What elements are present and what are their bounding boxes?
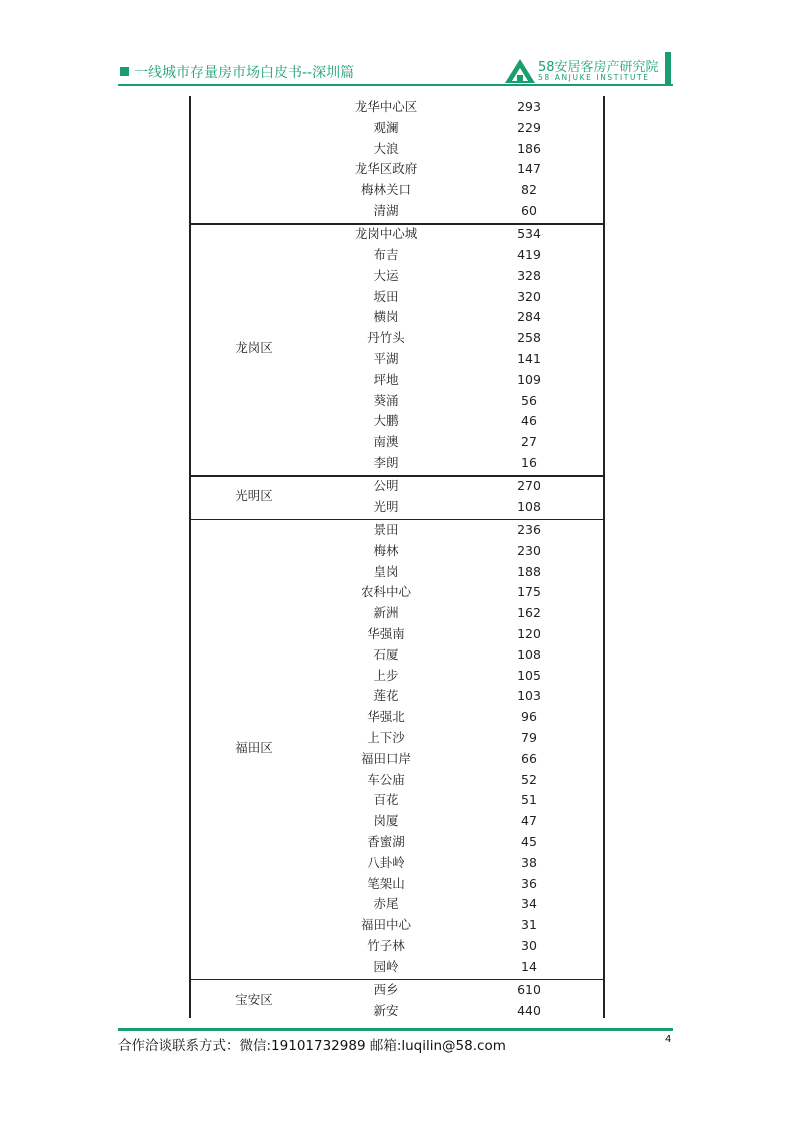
subdistrict-name: 上步 <box>373 667 399 683</box>
subdistrict-name: 岗厦 <box>373 813 399 829</box>
subdistrict-name: 清湖 <box>373 203 399 218</box>
listing-count: 188 <box>517 563 541 579</box>
subdistrict-name: 坪地 <box>373 371 399 387</box>
listing-count: 45 <box>521 833 537 849</box>
subdistrict-name: 西乡 <box>373 981 399 997</box>
subdistrict-name: 上下沙 <box>367 729 405 745</box>
page-number: 4 <box>665 1034 672 1045</box>
subdistrict-name: 华强南 <box>367 625 405 641</box>
district-name: 龙岗区 <box>235 340 273 356</box>
subdistrict-name: 竹子林 <box>367 937 405 953</box>
subdistrict-name: 石厦 <box>373 646 399 662</box>
listing-count: 96 <box>521 709 537 725</box>
subdistrict-name: 皇岗 <box>373 563 399 579</box>
listing-count: 103 <box>517 688 541 704</box>
listing-count: 79 <box>521 729 537 745</box>
subdistrict-name: 南澳 <box>373 434 399 450</box>
listing-count: 38 <box>521 854 537 870</box>
subdistrict-name: 平湖 <box>373 350 399 366</box>
subdistrict-name: 香蜜湖 <box>367 833 405 849</box>
listing-count: 186 <box>517 140 541 156</box>
listing-count: 440 <box>517 1002 541 1018</box>
listing-count: 56 <box>521 392 537 408</box>
listing-count: 14 <box>521 958 537 974</box>
subdistrict-name: 新安 <box>373 1002 399 1018</box>
district-data-table <box>189 96 605 1018</box>
listing-count: 610 <box>517 981 541 997</box>
subdistrict-name: 龙华区政府 <box>354 161 418 177</box>
listing-count: 284 <box>517 309 541 325</box>
subdistrict-name: 莲花 <box>373 688 399 704</box>
listing-count: 270 <box>517 478 541 493</box>
listing-count: 328 <box>517 267 541 283</box>
anjuke-logo-icon <box>504 58 536 84</box>
subdistrict-name: 坂田 <box>373 288 399 304</box>
subdistrict-name: 梅林关口 <box>360 182 411 198</box>
table-left-border <box>189 96 191 1018</box>
subdistrict-name: 福田中心 <box>360 917 411 933</box>
listing-count: 236 <box>517 521 541 537</box>
listing-count: 162 <box>517 605 541 621</box>
district-name: 宝安区 <box>235 992 273 1008</box>
subdistrict-name: 龙岗中心城 <box>354 226 418 242</box>
district-name: 光明区 <box>235 488 273 504</box>
subdistrict-name: 大鹏 <box>373 413 399 429</box>
subdistrict-name: 横岗 <box>373 309 399 325</box>
listing-count: 108 <box>517 646 541 662</box>
header-square-icon <box>120 67 129 76</box>
listing-count: 46 <box>521 413 537 429</box>
listing-count: 51 <box>521 792 537 808</box>
document-title: 一线城市存量房市场白皮书--深圳篇 <box>134 65 355 81</box>
listing-count: 36 <box>521 875 537 891</box>
subdistrict-name: 丹竹头 <box>367 330 405 346</box>
logo-text-cn: 58安居客房产研究院 <box>538 60 659 75</box>
subdistrict-name: 葵涌 <box>373 392 399 408</box>
listing-count: 120 <box>517 625 541 641</box>
footer-divider <box>118 1028 673 1031</box>
listing-count: 30 <box>521 937 537 953</box>
listing-count: 147 <box>517 161 541 177</box>
subdistrict-name: 八卦岭 <box>367 854 405 870</box>
subdistrict-name: 李朗 <box>373 454 399 470</box>
subdistrict-name: 新洲 <box>373 605 399 621</box>
header-divider <box>118 84 673 86</box>
subdistrict-name: 大运 <box>373 267 399 283</box>
header-accent-bar <box>665 52 671 84</box>
logo-text-en: 58 ANJUKE INSTITUTE <box>538 73 650 82</box>
subdistrict-name: 农科中心 <box>360 584 411 600</box>
listing-count: 320 <box>517 288 541 304</box>
listing-count: 258 <box>517 330 541 346</box>
listing-count: 141 <box>517 350 541 366</box>
table-right-border <box>603 96 605 1018</box>
listing-count: 66 <box>521 750 537 766</box>
subdistrict-name: 景田 <box>373 521 399 537</box>
listing-count: 82 <box>521 182 537 198</box>
subdistrict-name: 大浪 <box>373 140 399 156</box>
listing-count: 293 <box>517 99 541 114</box>
subdistrict-name: 园岭 <box>373 958 399 974</box>
listing-count: 60 <box>521 203 537 218</box>
subdistrict-name: 观澜 <box>373 119 399 135</box>
listing-count: 229 <box>517 119 541 135</box>
subdistrict-name: 车公庙 <box>367 771 405 787</box>
listing-count: 105 <box>517 667 541 683</box>
listing-count: 534 <box>517 226 541 242</box>
listing-count: 230 <box>517 542 541 558</box>
subdistrict-name: 公明 <box>373 478 399 493</box>
listing-count: 419 <box>517 246 541 262</box>
subdistrict-name: 光明 <box>373 498 399 514</box>
listing-count: 52 <box>521 771 537 787</box>
listing-count: 34 <box>521 896 537 912</box>
district-name: 福田区 <box>235 740 273 756</box>
subdistrict-name: 龙华中心区 <box>354 99 418 114</box>
listing-count: 31 <box>521 917 537 933</box>
subdistrict-name: 百花 <box>373 792 399 808</box>
subdistrict-name: 笔架山 <box>367 875 405 891</box>
listing-count: 27 <box>521 434 537 450</box>
subdistrict-name: 梅林 <box>373 542 399 558</box>
listing-count: 109 <box>517 371 541 387</box>
contact-info: 合作洽谈联系方式：微信:19101732989 邮箱:luqilin@58.com <box>118 1038 506 1054</box>
subdistrict-name: 福田口岸 <box>360 750 411 766</box>
listing-count: 175 <box>517 584 541 600</box>
listing-count: 16 <box>521 454 537 470</box>
subdistrict-name: 赤尾 <box>373 896 399 912</box>
listing-count: 108 <box>517 498 541 514</box>
listing-count: 47 <box>521 813 537 829</box>
subdistrict-name: 华强北 <box>367 709 405 725</box>
subdistrict-name: 布吉 <box>373 246 399 262</box>
